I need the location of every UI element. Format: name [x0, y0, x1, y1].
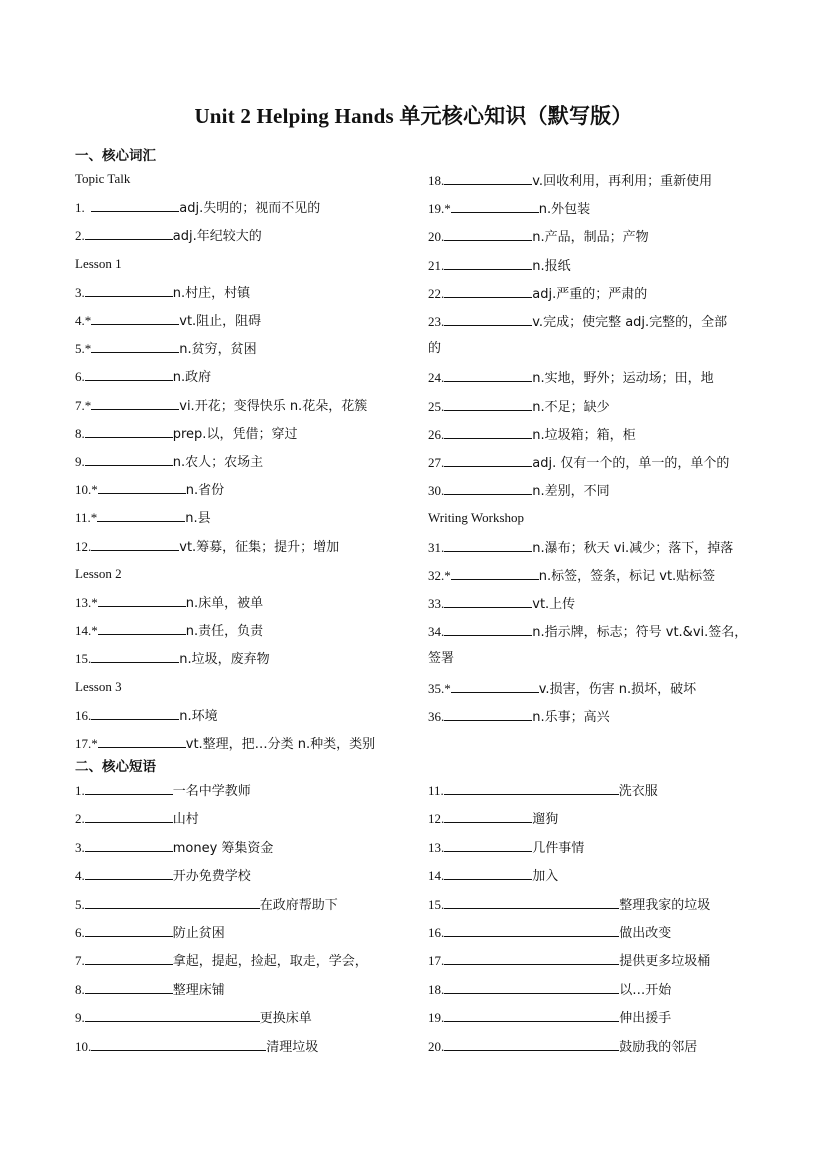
vocab-item: [428, 594, 575, 614]
item-number: 35.*: [428, 680, 451, 696]
answer-blank: [444, 425, 532, 439]
vocab-item: [75, 367, 211, 387]
phrase-item: [428, 1037, 697, 1057]
item-definition: n.床单，被单: [185, 596, 264, 611]
vocab-item: [428, 397, 610, 417]
item-number: 10.: [75, 1038, 92, 1054]
phrase-item: [75, 1037, 318, 1057]
vocab-item: [428, 425, 636, 445]
vocab-item: [75, 339, 257, 359]
phrase-item: [75, 951, 368, 971]
item-definition: n.农人；农场主: [172, 455, 264, 470]
vocab-item: [428, 368, 714, 388]
answer-blank: [444, 1037, 619, 1051]
item-number: 5.: [75, 896, 85, 912]
phrase-meaning: money 筹集资金: [172, 840, 274, 856]
lesson-label: Lesson 1: [75, 255, 122, 271]
phrase-item: [75, 1008, 312, 1028]
lesson-label: Topic Talk: [75, 171, 131, 186]
answer-blank: [444, 453, 532, 467]
answer-blank: [85, 283, 173, 297]
item-number: 23.: [428, 314, 445, 329]
phrase-item: [428, 838, 584, 858]
phrase-item: [428, 809, 558, 829]
item-number: 12.: [75, 538, 92, 554]
phrase-item: [428, 951, 710, 971]
answer-blank: [91, 1037, 266, 1051]
item-number: 2.: [75, 811, 85, 827]
item-number: 10.*: [75, 482, 98, 498]
item-definition: n.产品，制品；产物: [532, 230, 649, 246]
item-number: 18.: [428, 981, 445, 997]
vocab-item: [428, 679, 696, 699]
vocab-item: [75, 480, 224, 500]
vocab-item: [75, 226, 262, 246]
answer-blank: [97, 508, 185, 522]
answer-blank: [444, 707, 532, 721]
answer-blank: [444, 923, 619, 937]
answer-blank: [85, 781, 173, 795]
item-definition: n.乐事；高兴: [532, 709, 610, 725]
item-definition: adj. 仅有一个的，单一的，单个的: [532, 456, 730, 471]
answer-blank: [451, 199, 539, 213]
vocab-item: [428, 256, 571, 276]
item-definition: v.完成；使完整 adj.完整的，全部: [532, 315, 728, 330]
item-number: 25.: [428, 398, 445, 414]
vocab-item: [428, 707, 610, 727]
item-definition: n.垃圾，废弃物: [179, 652, 270, 668]
item-number: 19.*: [428, 201, 451, 217]
item-definition: vt.筹募，征集；提升；增加: [179, 539, 340, 555]
item-definition: n.村庄，村镇: [172, 285, 251, 301]
item-number: 20.: [428, 1038, 445, 1054]
answer-blank: [444, 951, 619, 965]
vocab-item: [75, 198, 320, 218]
item-number: 19.: [428, 1010, 445, 1026]
phrase-meaning: 以…开始: [619, 982, 672, 998]
item-definition: vt.上传: [532, 597, 576, 612]
phrase-item: [75, 809, 199, 829]
answer-blank: [451, 566, 539, 580]
item-definition: n.报纸: [532, 258, 571, 274]
item-definition: n.环境: [179, 708, 218, 724]
answer-blank: [444, 866, 532, 880]
lesson-label: Lesson 2: [75, 565, 122, 581]
item-number: 14.: [428, 868, 445, 884]
item-continuation: 的: [428, 341, 442, 357]
phrase-meaning: 洗衣服: [618, 784, 658, 799]
item-number: 26.: [428, 426, 445, 442]
item-number: 11.: [428, 783, 444, 798]
item-definition: n.指示牌，标志；符号 vt.&vi.签名，: [532, 625, 748, 641]
phrase-item: [75, 781, 251, 801]
phrase-meaning: 遛狗: [532, 812, 559, 828]
item-definition: n.垃圾箱；箱，柜: [532, 427, 636, 443]
vocab-item: [75, 593, 263, 613]
vocab-item: [75, 621, 263, 641]
vocab-item: [75, 537, 339, 557]
item-number: 8.: [75, 425, 85, 441]
item-number: 8.: [75, 981, 85, 997]
answer-blank: [444, 397, 532, 411]
answer-blank: [98, 734, 186, 748]
item-number: 21.: [428, 257, 445, 273]
item-number: 15.: [428, 896, 445, 912]
item-number: 3.: [75, 284, 85, 300]
item-number: 33.: [428, 596, 445, 611]
phrase-item: [75, 895, 338, 915]
item-definition: v.回收利用，再利用；重新使用: [532, 174, 713, 189]
item-definition: n.不足；缺少: [532, 399, 610, 415]
vocab-item: [75, 734, 375, 754]
answer-blank: [85, 809, 173, 823]
answer-blank: [444, 838, 532, 852]
item-definition: n.差别，不同: [532, 484, 610, 500]
lesson-label: Writing Workshop: [428, 510, 525, 526]
phrase-meaning: 加入: [532, 869, 559, 885]
answer-blank: [85, 923, 173, 937]
item-number: 20.: [428, 229, 445, 245]
item-number: 36.: [428, 708, 445, 724]
answer-blank: [451, 679, 539, 693]
phrase-meaning: 几件事情: [532, 840, 585, 856]
answer-blank: [444, 622, 532, 636]
phrase-meaning: 开办免费学校: [172, 869, 251, 885]
item-number: 2.: [75, 228, 85, 244]
vocab-item: [75, 396, 367, 416]
phrase-meaning: 伸出援手: [619, 1011, 672, 1027]
vocab-item: [428, 284, 647, 304]
answer-blank: [91, 198, 179, 212]
item-definition: n.省份: [185, 483, 225, 499]
answer-blank: [91, 706, 179, 720]
answer-blank: [444, 594, 532, 608]
vocab-item: [75, 706, 218, 726]
vocab-item: [428, 171, 712, 191]
item-number: 6.: [75, 925, 85, 940]
answer-blank: [85, 452, 173, 466]
answer-blank: [91, 537, 179, 551]
vocab-item: [428, 199, 590, 219]
item-number: 5.*: [75, 341, 92, 357]
answer-blank: [85, 866, 173, 880]
item-number: 7.: [75, 953, 85, 969]
item-number: 18.: [428, 173, 445, 188]
vocab-item: [428, 538, 733, 558]
phrase-meaning: 鼓励我的邻居: [619, 1039, 698, 1055]
answer-blank: [91, 339, 179, 353]
phrase-meaning: 更换床单: [259, 1011, 312, 1027]
answer-blank: [444, 980, 619, 994]
item-number: 3.: [75, 839, 85, 855]
item-number: 24.: [428, 370, 445, 386]
item-number: 4.*: [75, 313, 92, 328]
answer-blank: [444, 256, 532, 270]
item-number: 6.: [75, 369, 85, 385]
section-phrases-heading: 二、核心短语: [75, 759, 156, 775]
answer-blank: [85, 226, 173, 240]
answer-blank: [85, 424, 173, 438]
phrase-item: [428, 866, 558, 886]
answer-blank: [91, 396, 179, 410]
answer-blank: [444, 1008, 619, 1022]
answer-blank: [444, 312, 532, 326]
item-definition: n.标签，签条，标记 vt.贴标签: [538, 568, 716, 584]
answer-blank: [444, 171, 532, 185]
item-definition: n.贫穷，贫困: [179, 342, 257, 358]
item-number: 14.*: [75, 623, 98, 639]
item-number: 16.: [75, 707, 92, 723]
item-number: 15.: [75, 651, 92, 667]
phrase-meaning: 清理垃圾: [266, 1039, 319, 1055]
item-definition: adj.失明的；视而不见的: [179, 201, 321, 217]
item-number: 9.: [75, 1010, 85, 1026]
answer-blank: [444, 809, 532, 823]
item-definition: adj.年纪较大的: [172, 229, 262, 245]
item-number: 17.: [428, 953, 445, 969]
item-definition: v.损害，伤害 n.损坏，破坏: [538, 681, 697, 697]
phrase-item: [75, 980, 225, 1000]
answer-blank: [444, 781, 619, 795]
answer-blank: [444, 481, 532, 495]
answer-blank: [444, 227, 532, 241]
answer-blank: [98, 621, 186, 635]
item-definition: n.县: [185, 511, 211, 527]
item-definition: n.政府: [172, 370, 212, 386]
phrase-item: [428, 1008, 671, 1028]
item-definition: prep.以，凭借；穿过: [172, 426, 298, 442]
vocab-item: [75, 649, 270, 669]
item-number: 34.: [428, 624, 445, 640]
answer-blank: [444, 895, 619, 909]
phrase-meaning: 整理床铺: [172, 982, 225, 998]
answer-blank: [85, 367, 173, 381]
item-definition: vt.整理，把…分类 n.种类，类别: [185, 737, 376, 752]
item-definition: n.责任，负责: [185, 624, 264, 640]
phrase-item: [428, 980, 671, 1000]
vocab-item: [428, 481, 610, 501]
item-number: 17.*: [75, 736, 98, 751]
phrase-meaning: 整理我家的垃圾: [619, 897, 711, 913]
answer-blank: [98, 593, 186, 607]
answer-blank: [91, 649, 179, 663]
item-number: 31.: [428, 539, 445, 555]
item-number: 13.: [428, 839, 445, 855]
item-number: 4.: [75, 868, 85, 884]
item-number: 27.: [428, 455, 445, 470]
item-number: 32.*: [428, 567, 451, 583]
vocab-item: [75, 424, 297, 444]
answer-blank: [85, 838, 173, 852]
item-number: 11.*: [75, 510, 98, 526]
phrase-item: [75, 866, 251, 886]
answer-blank: [444, 368, 532, 382]
phrase-item: [75, 838, 273, 858]
item-continuation: 签署: [428, 651, 455, 667]
answer-blank: [98, 480, 186, 494]
vocab-item: [428, 453, 729, 473]
page-title: Unit 2 Helping Hands 单元核心知识（默写版）: [194, 104, 633, 128]
phrase-meaning: 防止贫困: [172, 926, 225, 941]
item-number: 1.: [75, 783, 85, 798]
lesson-label: Lesson 3: [75, 678, 122, 694]
item-number: 22.: [428, 285, 445, 301]
item-definition: n.实地，野外；运动场；田，地: [532, 371, 714, 387]
item-number: 9.: [75, 454, 85, 469]
item-number: 7.*: [75, 397, 92, 413]
phrase-meaning: 提供更多垃圾桶: [619, 954, 711, 970]
section-vocabulary-heading: 一、核心词汇: [75, 148, 156, 164]
item-definition: n.瀑布；秋天 vi.减少；落下，掉落: [532, 540, 734, 556]
vocab-item: [75, 311, 261, 331]
phrase-meaning: 在政府帮助下: [259, 897, 338, 913]
vocab-item: [75, 508, 211, 528]
vocab-item: [428, 566, 715, 586]
phrase-meaning: 做出改变: [619, 926, 672, 941]
item-definition: vt.阻止，阻碍: [179, 314, 262, 329]
phrase-item: [428, 781, 658, 801]
phrase-meaning: 拿起，提起，捡起，取走，学会，: [172, 954, 368, 970]
phrase-item: [428, 895, 710, 915]
item-definition: vi.开花；变得快乐 n.花朵，花簇: [179, 398, 368, 414]
phrase-item: [428, 923, 671, 943]
phrase-meaning: 山村: [172, 812, 199, 828]
item-number: 13.*: [75, 595, 98, 610]
answer-blank: [444, 538, 532, 552]
item-definition: adj.严重的；严肃的: [532, 286, 648, 302]
vocab-item: [428, 622, 747, 642]
answer-blank: [85, 951, 173, 965]
phrase-item: [75, 923, 225, 943]
vocab-item: [75, 283, 250, 303]
answer-blank: [85, 980, 173, 994]
vocab-item: [428, 227, 649, 247]
answer-blank: [85, 895, 260, 909]
answer-blank: [444, 284, 532, 298]
item-number: 1.: [75, 200, 92, 216]
answer-blank: [85, 1008, 260, 1022]
item-definition: n.外包装: [538, 202, 591, 218]
phrase-meaning: 一名中学教师: [172, 784, 251, 799]
item-number: 12.: [428, 811, 445, 827]
item-number: 30.: [428, 483, 445, 499]
vocab-item: [75, 452, 263, 472]
item-number: 16.: [428, 925, 445, 940]
vocab-item: [428, 312, 727, 332]
answer-blank: [91, 311, 179, 325]
